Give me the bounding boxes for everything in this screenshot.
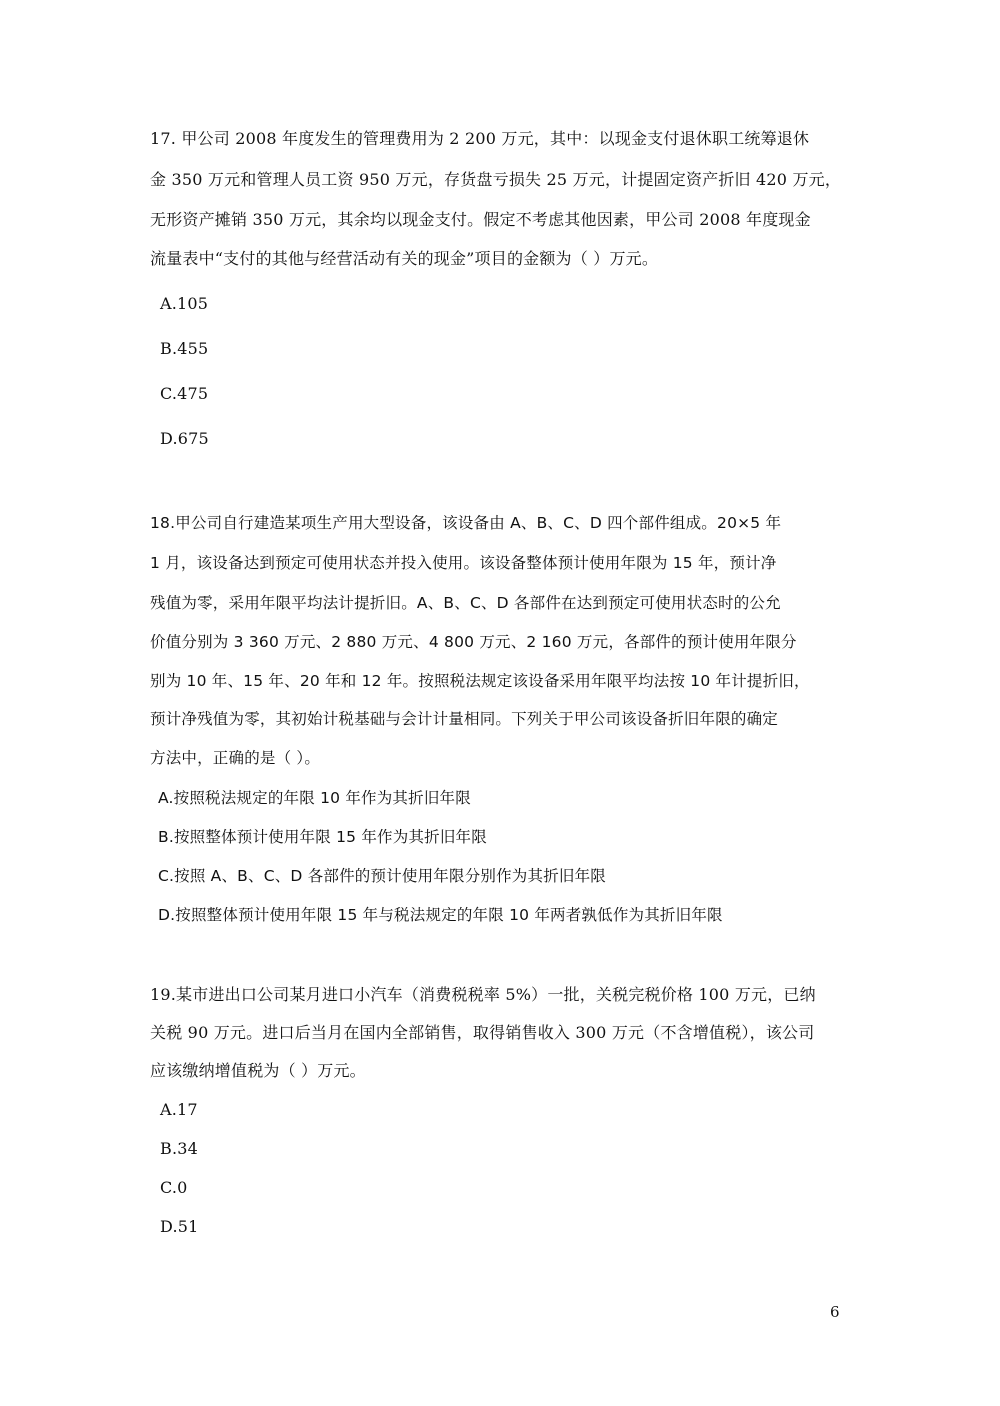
question-18-option-b: B.按照整体预计使用年限 15 年作为其折旧年限	[158, 828, 487, 846]
question-19-option-b: B.34	[160, 1139, 199, 1158]
question-19-line-1: 19.某市进出口公司某月进口小汽车（消费税税率 5%）一批，关税完税价格 100 万元，已纳	[150, 985, 816, 1004]
question-17-line-1: 17. 甲公司 2008 年度发生的管理费用为 2 200 万元，其中：以现金支付退休职工统筹退休	[150, 129, 810, 148]
question-18-line-1: 18.甲公司自行建造某项生产用大型设备，该设备由 A、B、C、D 四个部件组成。20×5 年	[150, 514, 782, 532]
question-17-line-3: 无形资产摊销 350 万元，其余均以现金支付。假定不考虑其他因素，甲公司 2008 年度现金	[150, 210, 811, 229]
question-17-line-2: 金 350 万元和管理人员工资 950 万元，存货盘亏损失 25 万元，计提固定资产折旧 420 万元，	[150, 170, 842, 189]
question-18-line-4: 价值分别为 3 360 万元、2 880 万元、4 800 万元、2 160 万元，各部件的预计使用年限分	[150, 633, 797, 651]
question-17-option-d: D.675	[160, 429, 209, 448]
question-18-line-3: 残值为零，采用年限平均法计提折旧。A、B、C、D 各部件在达到预定可使用状态时的公允	[150, 594, 781, 612]
question-18-line-2: 1 月，该设备达到预定可使用状态并投入使用。该设备整体预计使用年限为 15 年，预计净	[150, 554, 777, 572]
question-18-option-c: C.按照 A、B、C、D 各部件的预计使用年限分别作为其折旧年限	[158, 867, 607, 885]
question-18-option-d: D.按照整体预计使用年限 15 年与税法规定的年限 10 年两者孰低作为其折旧年限	[158, 906, 723, 924]
question-19-option-c: C.0	[160, 1178, 188, 1197]
question-17-line-4: 流量表中“支付的其他与经营活动有关的现金”项目的金额为（ ）万元。	[150, 249, 659, 268]
question-19-line-3: 应该缴纳增值税为（ ）万元。	[150, 1061, 366, 1080]
question-17-option-b: B.455	[160, 339, 209, 358]
question-17-option-c: C.475	[160, 384, 209, 403]
question-19-line-2: 关税 90 万元。进口后当月在国内全部销售，取得销售收入 300 万元（不含增值税），该公司	[150, 1023, 815, 1042]
question-18-line-6: 预计净残值为零，其初始计税基础与会计计量相同。下列关于甲公司该设备折旧年限的确定	[150, 710, 779, 728]
question-19-option-a: A.17	[160, 1100, 198, 1119]
question-19-option-d: D.51	[160, 1217, 199, 1236]
question-18-line-5: 别为 10 年、15 年、20 年和 12 年。按照税法规定该设备采用年限平均法按 10 年计提折旧，	[150, 672, 810, 690]
question-17-option-a: A.105	[160, 294, 209, 313]
page-number: 6	[830, 1303, 840, 1321]
question-18-line-7: 方法中，正确的是（ ）。	[150, 749, 321, 767]
question-18-option-a: A.按照税法规定的年限 10 年作为其折旧年限	[158, 789, 471, 807]
